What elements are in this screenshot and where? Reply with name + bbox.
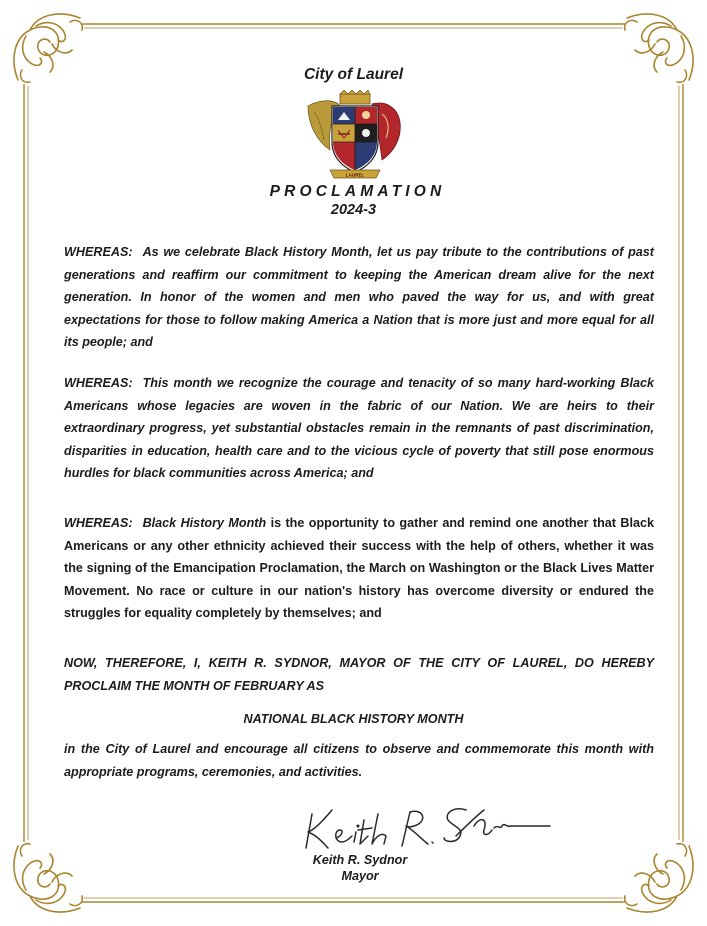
signer-name: Keith R. Sydnor (312, 853, 408, 867)
observance-title: NATIONAL BLACK HISTORY MONTH (243, 712, 464, 726)
resolution-paragraph: NOW, THEREFORE, I, KEITH R. SYDNOR, MAYOR OF THE CITY OF LAUREL, DO HEREBY PROCLAIM THE MONTH OF FEBRUARY AS (64, 656, 654, 693)
whereas-paragraph-2 (64, 372, 654, 485)
crest-motto: LAUREL (345, 172, 365, 178)
mayor-signature (298, 796, 558, 856)
whereas-lead: WHEREAS: (64, 516, 133, 530)
whereas-text: As we celebrate Black History Month, let us pay tribute to the contributions of past generations and reaffirm our commitment to keeping the American dream alive for the next generation. In honor of the women and men who paved the way for us, and with great expectations for those to follow making America a Nation that is more just and more equal for all its people; and (64, 245, 654, 350)
whereas-text: is the opportunity to gather and remind one another that Black Americans or any other ethnicity achieved their success with the help of others, whether it was the signing of the Emancipation Proclamation, the March on Washington or the Black Lives Matter Movement. No race or culture in our nation's history has overcome diversity or endured the struggles for equality completely by themselves; and (64, 516, 654, 621)
whereas-paragraph-3 (64, 512, 654, 625)
whereas-paragraph-1 (64, 241, 654, 354)
whereas-lead: WHEREAS: (64, 245, 133, 259)
signer-title: Mayor (341, 869, 379, 883)
black-history-month-phrase: Black History Month (142, 516, 267, 530)
city-crest-icon (302, 90, 408, 180)
proclamation-number: 2024-3 (330, 202, 377, 218)
whereas-lead: WHEREAS: (64, 376, 133, 390)
closing-paragraph: in the City of Laurel and encourage all citizens to observe and commemorate this month with appropriate programs, ceremonies, and activities. (64, 742, 654, 779)
proclamation-title: PROCLAMATION (269, 183, 446, 200)
city-name: City of Laurel (303, 66, 404, 83)
whereas-text: This month we recognize the courage and tenacity of so many hard-working Black Americans whose legacies are woven in the fabric of our Nation. We are heirs to their extraordinary progress, yet substantial obstacles remain in the remnants of past discrimination, disparities in education, health care and to the vicious cycle of poverty that still pose enormous hurdles for black communities across America; and (64, 376, 654, 481)
